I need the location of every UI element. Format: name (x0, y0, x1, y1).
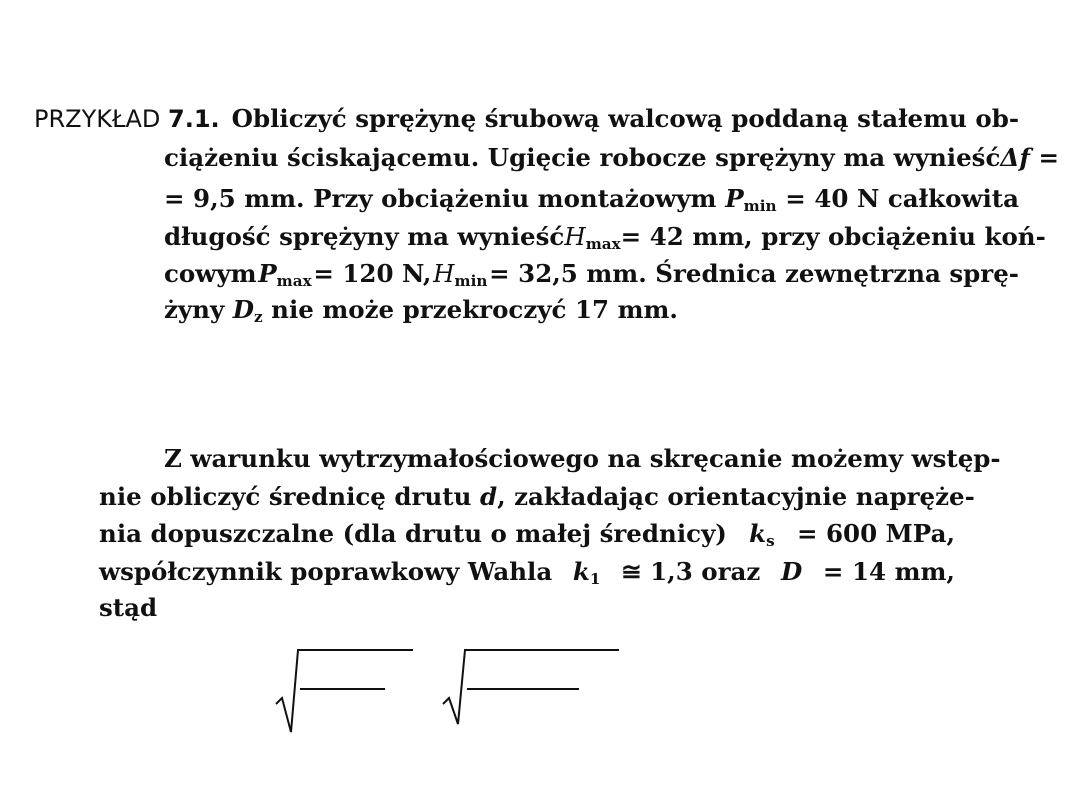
pmin-symbol: $P_{min}$ (725, 184, 777, 215)
d-symbol: d (479, 482, 498, 511)
para2-line-5-text: stąd (99, 593, 158, 622)
para2-line-2-text-a: nie obliczyć średnicę drutu d, zakładając orientacyjnie napręże- (99, 482, 975, 511)
para2-line-3-text-a: nia dopuszczalne (dla drutu o małej średnicy) (99, 519, 727, 548)
para1-line-5-text-c: = 32,5 mm. Średnica zewnętrzna sprę- (489, 259, 1019, 288)
delta-f-symbol: Δf = (1000, 143, 1059, 172)
para2-line-1-text: Z warunku wytrzymałościowego na skręcanie możemy wstęp- (164, 444, 1001, 473)
example-line-2 (164, 143, 1059, 172)
hmax-symbol: $H_{max}$ (564, 222, 621, 253)
dz-symbol: $D_z$ (232, 295, 263, 326)
example-line-1 (34, 104, 1019, 133)
example-line-4 (164, 222, 1046, 253)
example-label: PRZYKŁAD 7.1. (34, 105, 220, 133)
solution-line-4 (99, 557, 955, 588)
solution-line-2 (99, 482, 975, 511)
para1-line-6-text-b: nie może przekroczyć 17 mm. (271, 295, 678, 324)
D-symbol: D (780, 557, 803, 586)
para1-line-2-text: ciążeniu ściskającemu. Ugięcie robocze sprężyny ma wynieść (164, 143, 1001, 172)
para1-line-6-text-a: żyny (164, 295, 225, 324)
para2-line-3-text-b: = 600 MPa, (796, 519, 955, 548)
ks-symbol: $k_s$ (749, 519, 775, 550)
k1-symbol: $k_1$ (572, 557, 601, 588)
example-line-6 (164, 295, 678, 326)
pmax-symbol: $P_{max}$ (258, 259, 312, 290)
sqrt-symbol-1 (276, 648, 416, 742)
para1-line-5-text-a: cowym (164, 259, 257, 288)
para2-line-4-text-a: współczynnik poprawkowy Wahla (99, 557, 553, 586)
solution-line-3 (99, 519, 955, 550)
hmin-symbol: $H_{min}$ (433, 259, 488, 290)
solution-line-1 (164, 444, 1001, 473)
solution-line-5 (99, 593, 158, 622)
para1-line-1-text: Obliczyć sprężynę śrubową walcową poddaną stałemu ob- (231, 104, 1019, 133)
para2-line-4-text-b: ≅ 1,3 oraz (621, 557, 761, 586)
example-line-3 (164, 184, 1019, 215)
example-line-5 (164, 259, 1019, 290)
para1-line-5-text-b: = 120 N, (313, 259, 432, 288)
sqrt-symbol-2 (443, 648, 623, 742)
para1-line-4-text-a: długość sprężyny ma wynieść (164, 222, 565, 251)
para2-line-4-text-c: = 14 mm, (822, 557, 955, 586)
para1-line-3-text-b: = 40 N całkowita (785, 184, 1019, 213)
para1-line-4-text-b: = 42 mm, przy obciążeniu koń- (620, 222, 1046, 251)
para1-line-3-text-a: = 9,5 mm. Przy obciążeniu montażowym (164, 184, 717, 213)
